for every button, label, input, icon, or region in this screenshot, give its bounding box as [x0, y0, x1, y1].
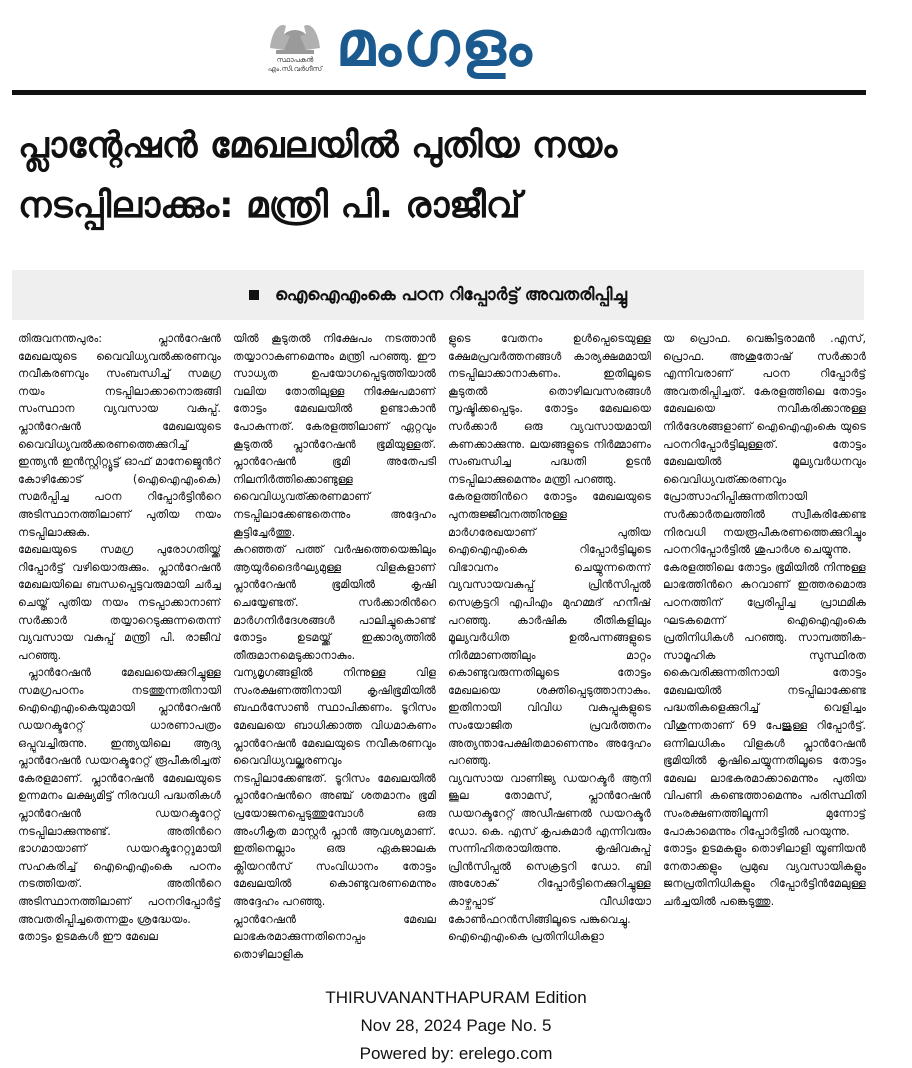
- paragraph: ളുടെ വേതനം ഉൾപ്പെടെയുള്ള ക്ഷേമപ്രവർത്തനങ്ങൾ കാര്യക്ഷമമായി നടപ്പിലാക്കാനാകണം. ഇതിലൂടെ കൂടുതൽ തൊഴിലവസരങ്ങൾ സൃഷ്ടിക്കപ്പെടും. തോട്ടം മേഖലയെ സർക്കാർ ഒരു വ്യവസായമായി കണക്കാക്കുന്നു. ലയങ്ങളുടെ നിർമ്മാണം സംബന്ധിച്ച പദ്ധതി ഉടൻ നടപ്പിലാക്കുമെന്നും മന്ത്രി പറഞ്ഞു.: [448, 332, 651, 486]
- emblem-caption: [262, 56, 328, 74]
- masthead: [0, 0, 912, 96]
- powered-by-link[interactable]: Powered by: erelego.com: [359, 1044, 553, 1063]
- date-page-label: Nov 28, 2024 Page No. 5: [360, 1016, 552, 1035]
- emblem-caption-line1: സ്ഥാപകൻ: [276, 56, 314, 64]
- article-body: [18, 330, 868, 975]
- paragraph: കുറഞ്ഞത് പത്ത് വർഷത്തെയെങ്കിലും ആയുർദൈർഘ്യമുള്ള വിളകളാണ് പ്ലാൻറേഷൻ ഭൂമിയിൽ കൃഷി ചെയ്യേണ്ടത്. സർക്കാരിൻറെ മാർഗനിർദേശങ്ങൾ പാലിച്ചുകൊണ്ട് തോട്ടം ഉടമയ്ക്ക് ഇക്കാര്യത്തിൽ തീരുമാനമെടുക്കാനാകും. വന്യമൃഗങ്ങളിൽ നിന്നുള്ള വിള സംരക്ഷണത്തിനായി കൃഷിഭൂമിയിൽ ബഫർസോൺ സ്ഥാപിക്കണം. ടൂറിസം മേഖലയെ ബാധിക്കാത്ത വിധമാകണം പ്ലാൻറേഷൻ മേഖലയുടെ നവീകരണവും വൈവിധ്യവല്ക്കരണവും നടപ്പിലാക്കേണ്ടത്. ടൂറിസം മേഖലയിൽ പ്ലാൻറേഷൻറെ അഞ്ച് ശതമാനം ഭൂമി പ്രയോജനപ്പെടുത്തുമ്പോൾ ഒരു അംഗീകൃത മാസ്റ്റർ പ്ലാൻ ആവശ്യമാണ്. ഇതിനെല്ലാം ഒരു ഏകജാലക ക്ലിയറൻസ് സംവിധാനം തോട്ടം മേഖലയിൽ കൊണ്ടുവരണമെന്നും അദ്ദേഹം പറഞ്ഞു.: [233, 543, 436, 908]
- article-column-1: [18, 330, 221, 975]
- paragraph: മേഖലയുടെ സമഗ്ര പുരോഗതിയ്ക്ക് റിപ്പോർട്ട് വഴിയൊരുക്കും. പ്ലാൻറേഷൻ മേഖലയിലെ ബന്ധപ്പെട്ടവരുമായി ചർച്ച ചെയ്ത് പുതിയ നയം നടപ്പാക്കാനാണ് സർക്കാർ തയ്യാറെടുക്കുന്നതെന്ന് വ്യവസായ വകുപ്പ് മന്ത്രി പി. രാജീവ് പറഞ്ഞു.: [18, 543, 221, 662]
- paragraph: കേരളത്തിൻറെ തോട്ടം മേഖലയുടെ പുനരുജ്ജീവനത്തിനുള്ള മാർഗരേഖയാണ് പുതിയ ഐഐഎംകെ റിപ്പോർട്ടിലൂടെ വിഭാവനം ചെയ്യുന്നതെന്ന് വ്യവസായവകുപ്പ് പ്രിൻസിപ്പൽ സെക്രട്ടറി എപിഎം മുഹമ്മദ് ഹനീഷ് പറഞ്ഞു. കാർഷിക രീതികളിലും മൂല്യവർധിത ഉൽപന്നങ്ങളുടെ നിർമ്മാണത്തിലും മാറ്റം കൊണ്ടുവരുന്നതിലൂടെ തോട്ടം മേഖലയെ ശക്തിപ്പെടുത്താനാകും. ഇതിനായി വിവിധ വകുപ്പുകളുടെ സംയോജിത പ്രവർത്തനം അത്യന്താപേക്ഷിതമാണെന്നും അദ്ദേഹം പറഞ്ഞു.: [448, 490, 651, 768]
- page-footer: [0, 984, 912, 1068]
- paragraph: പ്ലാൻറേഷൻ മേഖലയെക്കുറിച്ചുള്ള സമഗ്രപഠനം നടത്തുന്നതിനായി ഐഐഎംകെയുമായി പ്ലാൻറേഷൻ ഡയറക്ടറേറ്റ് ധാരണാപത്രം ഒപ്പുവച്ചിരുന്നു. ഇന്ത്യയിലെ ആദ്യ പ്ലാൻറേഷൻ ഡയറക്ടറേറ്റ് രൂപീകരിച്ചത് കേരളമാണ്. പ്ലാൻറേഷൻ മേഖലയുടെ ഉന്നമനം ലക്ഷ്യമിട്ട് നിരവധി പദ്ധതികൾ പ്ലാൻറേഷൻ ഡയറക്ടറേറ്റ് നടപ്പിലാക്കുന്നുണ്ട്. അതിൻറെ ഭാഗമായാണ് ഡയറക്ടറേറ്റുമായി സഹകരിച്ച് ഐഐഎംകെ പഠനം നടത്തിയത്. അതിൻറെ അടിസ്ഥാനത്തിലാണ് പഠനറിപ്പോർട്ട് അവതരിപ്പിച്ചതെന്നതും ശ്രദ്ധേയം.: [18, 666, 221, 926]
- article-column-2: [233, 330, 436, 975]
- article-headline: [18, 116, 878, 236]
- paragraph: ഐഐഎംകെ പ്രതിനിധികളാ: [448, 930, 604, 944]
- paragraph: തോട്ടം ഉടമകളും തൊഴിലാളി യൂണിയൻ നേതാക്കളും പ്രമുഖ വ്യവസായികളും ജനപ്രതിനിധികളും റിപ്പോർട്ടിൻമേലുള്ള ചർച്ചയിൽ പങ്കെടുത്തു.: [663, 842, 866, 908]
- headline-line-1: പ്ലാന്റേഷൻ മേഖലയിൽ പുതിയ നയം: [18, 125, 618, 166]
- headline-line-2: നടപ്പിലാക്കും: മന്ത്രി പി. രാജീവ്: [18, 185, 521, 226]
- emblem-caption-line2: എം.സി.വർഗീസ്: [267, 65, 323, 73]
- paragraph: യിൽ കൂടുതൽ നിക്ഷേപം നടത്താൻ തയ്യാറാകണമെന്നും മന്ത്രി പറഞ്ഞു. ഈ സാധ്യത ഉപയോഗപ്പെടുത്തിയാൽ വലിയ തോതിലുള്ള നിക്ഷേപമാണ് തോട്ടം മേഖലയിൽ ഉണ്ടാകാൻ പോകുന്നത്. കേരളത്തിലാണ് ഏറ്റവും കൂടുതൽ പ്ലാൻറേഷൻ ഭൂമിയുള്ളത്. പ്ലാൻറേഷൻ ഭൂമി അതേപടി നിലനിർത്തിക്കൊണ്ടുള്ള വൈവിധ്യവത്ക്കരണമാണ് നടപ്പിലാക്കേണ്ടതെന്നും അദ്ദേഹം കൂട്ടിച്ചേർത്തു.: [233, 332, 436, 539]
- masthead-rule: [12, 90, 866, 95]
- paragraph: കേരളത്തിലെ തോട്ടം ഭൂമിയിൽ നിന്നുള്ള ലാഭത്തിൻറെ കുറവാണ് ഇത്തരമൊരു പഠനത്തിന് പ്രേരിപ്പിച്ച പ്രാഥമിക ഘടകമെന്ന് ഐഐഎംകെ പ്രതിനിധികൾ പറഞ്ഞു. സാമ്പത്തിക-സാമൂഹിക സുസ്ഥിരത കൈവരിക്കുന്നതിനായി തോട്ടം മേഖലയിൽ നടപ്പിലാക്കേണ്ട പദ്ധതികളെക്കുറിച്ച് വെളിച്ചം വീശുന്നതാണ് 69 പേജുള്ള റിപ്പോർട്ട്. ഒന്നിലധികം വിളകൾ പ്ലാൻറേഷൻ ഭൂമിയിൽ കൃഷിചെയ്യുന്നതിലൂടെ തോട്ടം മേഖല ലാഭകരമാക്കാമെന്നും പുതിയ വിപണി കണ്ടെത്താമെന്നും പരിസ്ഥിതി സംരക്ഷണത്തിലൂന്നി മുന്നോട്ട് പോകാമെന്നും റിപ്പോർട്ടിൽ പറയുന്നു.: [663, 560, 866, 838]
- paragraph: വ്യവസായ വാണിജ്യ ഡയറക്ടർ ആനി ജൂല തോമസ്, പ്ലാൻറേഷൻ ഡയറക്ടറേറ്റ് അഡീഷണൽ ഡയറക്ടർ ഡോ. കെ. എസ് കൃപകുമാർ എന്നിവരും സന്നിഹിതരായിരുന്നു. കൃഷിവകുപ്പ് പ്രിൻസിപ്പൽ സെക്രട്ടറി ഡോ. ബി അശോക് റിപ്പോർട്ടിനെക്കുറിച്ചുള്ള കാഴ്ചപ്പാട് വീഡിയോ കോൺഫറൻസിങ്ങിലൂടെ പങ്കുവെച്ചു.: [448, 771, 651, 926]
- edition-label: THIRUVANANTHAPURAM Edition: [325, 988, 587, 1007]
- paragraph: തിരുവനന്തപുരം: പ്ലാൻറേഷൻ മേഖലയുടെ വൈവിധ്യവൽക്കരണവും നവീകരണവും സംബന്ധിച്ച് സമഗ്ര നയം നടപ്പിലാക്കാനൊരുങ്ങി സംസ്ഥാന വ്യവസായ വകുപ്പ്. പ്ലാൻറേഷൻ മേഖലയുടെ വൈവിധ്യവൽക്കരണത്തെക്കുറിച്ച് ഇന്ത്യൻ ഇൻസ്റ്റിറ്റ്യൂട്ട് ഓഫ് മാനേജ്മെൻറ് കോഴിക്കോട് (ഐഐഎംകെ) സമർപ്പിച്ച പഠന റിപ്പോർട്ടിൻറെ അടിസ്ഥാനത്തിലാണ് പുതിയ നയം നടപ്പിലാക്കുക.: [18, 332, 221, 539]
- paragraph: തോട്ടം ഉടമകൾ ഈ മേഖല: [18, 930, 158, 944]
- article-column-4: [663, 330, 866, 975]
- subhead-box: [12, 270, 864, 320]
- article-column-3: [448, 330, 651, 975]
- newspaper-logo: മംഗളം: [336, 7, 534, 80]
- paragraph: പ്ലാൻറേഷൻ മേഖല ലാഭകരമാക്കുന്നതിനൊപ്പം തൊഴിലാളിക: [233, 912, 436, 961]
- paragraph: യ പ്രൊഫ. വെങ്കിട്ടരാമൻ .എസ്, പ്രൊഫ. അശുതോഷ് സർക്കാർ എന്നിവരാണ് പഠന റിപ്പോർട്ട് അവതരിപ്പിച്ചത്. കേരളത്തിലെ തോട്ടം മേഖലയെ നവീകരിക്കാനുള്ള നിർദേശങ്ങളാണ് ഐഐഎംകെ യുടെ പഠനറിപ്പോർട്ടിലുള്ളത്. തോട്ടം മേഖലയിൽ മൂല്യവർധനവും വൈവിധ്യവത്ക്കരണവും പ്രോത്സാഹിപ്പിക്കുന്നതിനായി സർക്കാർതലത്തിൽ സ്വീകരിക്കേണ്ട നിരവധി നയരൂപീകരണത്തെക്കുറിച്ചും പഠനറിപ്പോർട്ടിൽ ശുപാർശ ചെയ്യുന്നു.: [663, 332, 866, 557]
- subhead-text: ഐഐഎംകെ പഠന റിപ്പോർട്ട് അവതരിപ്പിച്ചു: [274, 285, 628, 305]
- square-bullet-icon: [249, 290, 259, 300]
